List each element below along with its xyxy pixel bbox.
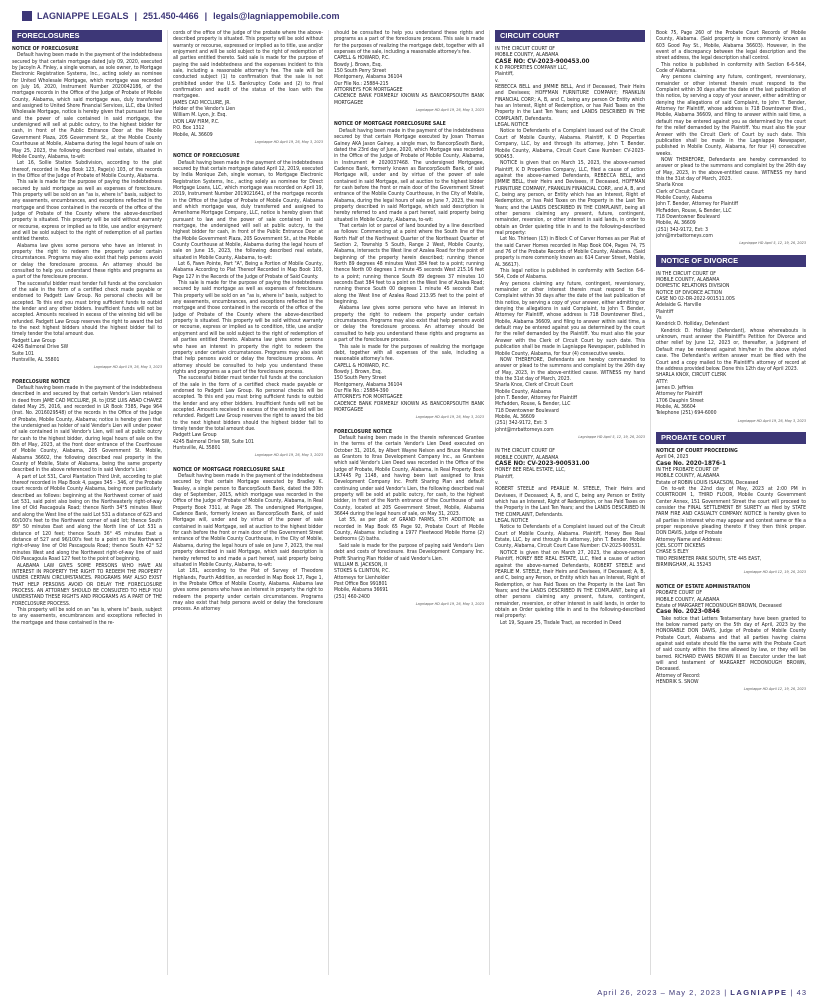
notice-address-line: Our File No.: 25884-390 (334, 387, 389, 394)
notice-paragraph: The successful bidder must tender full funds at the conclusion of the sale in the form of a certified check made payable or endorsed to Padgett Law Group. No personal checks will be accepted. To this end you must bring sufficient funds to outbid the lender and any other bidders. Insufficient funds will not be accepted. Amounts received in excess of the winning bid will be refunded. Padgett Law Group reserves the right to award the bid to the next highest bidders should the highest bidder fail to timely tender the total amount due. (12, 280, 162, 338)
court-line: REBECCA BELL and JIMMIE BELL, And if Deceased, Their Heirs and Devisees; HOFFMAN FURNITURE COMPANY; FRANKLIN FINANCIAL CORP.; A, B, and C, being any person Or Entity which has an Interest, Right of Redemption, or has Paid Taxes on the Property in the Last Ten Years; and LANDS DESCRIBED IN THE COMPLAINT, Defendants. (495, 84, 645, 122)
section-band-notice-of-divorce: NOTICE OF DIVORCE (656, 255, 806, 267)
notice-email-link[interactable]: johnt@mrbattorneys.com (495, 426, 554, 433)
section-band-foreclosures: FORECLOSURES (12, 30, 162, 42)
footer-dates: April 26, 2023 – May 2, 2023 (597, 988, 722, 997)
notice-address-line: John T. Bender, Attorney for Plaintiff (656, 201, 739, 208)
court-line: MOBILE COUNTY, ALABAMA (656, 277, 720, 284)
notice-address-line: Attorneys for Lienholder (334, 574, 390, 581)
notice-address-line: Mobile, AL 36609 (656, 220, 696, 227)
notice-paragraph: cords of the office of the judge of the probate where the above-described property is situated. This property will be sold without warranty or recourse, expressed or implied as to title, use and/or enjoyment and will be sold subject to the right of redemption of all parties entitled thereto. Said sale is made for the purpose of paying the said indebtedness and the expenses incident to this sale, including a reasonable attorney's fee. The sale will be conducted subject (1) to confirmation that the sale is not prohibited under the U.S. Bankruptcy Code and (2) to final confirmation and audit of the status of the loan with the mortgagee. (173, 30, 323, 100)
notice-paragraph: Said sale is made for the purpose of paying said Vendor's Lien debt and costs of foreclosure. Itras Development Company Inc. Profit Sharing Plan Holder of said Vendor's Lien. (334, 542, 484, 562)
court-line: LEGAL NOTICE (495, 122, 529, 129)
notice-paragraph: Alabama law gives some persons who have an interest in property the right to redeem the property under certain circumstances. Programs may also exist that help persons avoid or delay the foreclosure process. An attorney should be consulted to help you understand these rights and programs as a part of the foreclosure process. (12, 242, 162, 281)
notice-paragraph: Default having been made in the payment of the indebtedness secured by that certain mortgage dated July 09, 2020, executed by Jacoyln A. Finley, a single woman, as sole owner, to Mortgage Electronic Registration Systems, Inc., acting solely as nominee for United Wholesale Mortgage, which mortgage was recorded on July 16, 2020, Instrument Number 2020042186, of the mortgage records in the Office of the Judge of Probate of Mobile County, Alabama, which said mortgage was, duly transferred and assigned to United Shore Financial Services, LLC, dba United Wholesale Mortgage, notice is hereby given that pursuant to law and the power of sale contained in said mortgage, the undersigned will sell at public outcry, to the highest bidder for cash, in front of the Public Entrance Door at the Mobile Government Plaza, 205 Government St., at the Mobile County Courthouse at Mobile, Alabama during the legal hours of sale on May 25, 2023, the following described real estate, situated in Mobile County, Alabama, to-wit: (12, 52, 162, 160)
court-line: NOTICE OF DIVORCE ACTION (656, 289, 722, 296)
publication-line: Lagniappe HD April 19, 26, May 3, 2023 (415, 414, 484, 420)
notice-paragraph: Default having been made in the payment of the indebtedness secured by that certain Mortgage executed by Bradley K. Teasley, a single person to BancorpSouth Bank, dated the 30th day of September, 2015, which mortgage was recorded in the Office of the Judge of Probate of Mobile County, Alabama, in Real Property Book 7311, at Page 28. The undersigned Mortgagee, Cadence Bank, formerly known as BancorpSouth Bank, of said Mortgage will, under and by virtue of the power of sale contained in said Mortgage, sell at auction to the highest bidder for cash before the front or main door of the Government Street entrance of the Mobile County Courthouse, in the City of Mobile, Alabama, during the legal hours of sale on June 7, 2023, the real property described in said Mortgage, which said description is hereby referred to and made a part hereof, said property being situated in Mobile County, Alabama, to-wit: (173, 473, 323, 568)
notice-address-line: 4245 Balmoral Drive SW, Suite 101 (173, 438, 254, 445)
notice-address-line: Bowdy J. Brown, Esq. (334, 61, 382, 68)
notice-address-line: Bowdy J. Brown, Esq. (334, 368, 382, 375)
notice-address-line: 1706 Dauphin Street (656, 397, 704, 404)
notice-paragraph: Kendrick D. Holliday (Defendant), whose whereabouts is unknown, must answer the Plaintiff's Petition for Divorce and other relief by June 12, 2023 or, thereafter, a Judgment of Default may be rendered against him/her in the above styled case. The Defendant's written answer must be filed with the Court and a copy mailed to the Plaintiff's attorney of record at the address provided below. Done this 12th day of April 2023. (656, 327, 806, 372)
header-square-icon (22, 11, 32, 21)
notice-title: NOTICE OF MORTGAGE FORECLOSURE SALE (334, 121, 446, 128)
notice-title: FORECLOSURE NOTICE (12, 378, 71, 385)
notice-address-line: Mobile, AL 36609 (495, 413, 535, 420)
notice-paragraph: Lot 55, as per plat of GRAND FARMS, 5TH ADDITION; as recorded in Map Book 65 Page 92, Probate Court of Mobile County, Alabama: including a 1977 Fleetwood Mobile Home (2) bedrooms (2) baths. (334, 517, 484, 543)
notice-address-line: Mobile, AL 36604 (656, 403, 696, 410)
publication-line: Lagniappe HD April 19, 26, May 3, 2023 (93, 364, 162, 370)
court-line: IN THE PROBATE COURT OF (656, 466, 719, 473)
court-line: MOBILE COUNTY, ALABAMA (495, 52, 559, 59)
case-number: CASE NO: CV-2023-900453.00 (495, 57, 590, 65)
notice-address-line: CAPELL & HOWARD, P.C. (334, 362, 390, 369)
section-band-probate-court: PROBATE COURT (656, 432, 806, 444)
notice-paragraph: The successful bidder must tender full funds at the conclusion of the sale in the form of a certified check made payable or endorsed to Padgett Law Group. No personal checks will be accepted. To this end you must bring sufficient funds to outbid the lender and any other bidders. Insufficient funds will not be accepted. Amounts received in excess of the winning bid will be refunded. Padgett Law Group reserves the right to award the bid to the next highest bidders should the highest bidder fail to timely tender the total amount due. (173, 375, 323, 432)
notice-paragraph: This legal notice is published in conformity with Section 6-6-564, Code of Alabama. (495, 268, 645, 281)
notice-paragraph: NOTICE is given that on March 15, 2023, the above-named Plaintiff, K D Properties Company, LLC, filed a cause of action against the above-named Defendants, REBECCA BELL, and JIMMIE BELL, their Heirs and Devisees, if Deceased, HOFFMAN FURNITURE COMPANY, FRANKLIN FINANCIAL CORP., and A, B, and C, being any person, or Entity which has an Interest, Right of Redemption, or has Paid Taxes on the Property in the Last Ten Years; and the LANDS DESCRIBED IN THE COMPLAINT, being all other persons claiming any present, future, contingent, remainder, reversion, or other interest in said lands, in order to obtain an Order quieting title in and to the following-described real property: (495, 160, 645, 236)
notice-address-line: JAMES CAD MCCLURE, JR. (173, 99, 231, 106)
court-line: Plaintiff (656, 308, 674, 315)
notice-address-line: (251) 342-9172, Ext: 3 (495, 420, 548, 427)
notice-paragraph: A part of Lot 531, Carol Plantation Third Unit, according to plat thereof recorded in Map Book 4, pages 345 - 346, of the Probate court records of Mobile County Alabama, being more particularly described as follows: beginning at the Northwest corner of said Lot 531, said point also being on the Northeasterly right-of-way line of Old Pascagoula Road; thence North 34°5 minutes West and along the West line of the said Lot 531 a distance of 623 and 60/100's feet to the Northwest corner of said lot; thence South 89° 50 minutes East and along the North line of Lot 531 a distance of 120 feet; thence South 36° 45 minutes East a distance of 527 and 96/100's feet to a point on the Northward right-of-way line of Old Pascagoula Road; thence South 42° 52 minutes West and along the Northwest right-of-way line of said Old Pascagoula Road 127 feet to the point of beginning. (12, 473, 162, 563)
notice-address-line: CADENCE BANK FORMERLY KNOWN AS BANCORPSOUTH BANK MORTGAGEE (334, 400, 484, 413)
publication-line: Lagniappe HD April 19, 26, May 3, 2023 (415, 600, 484, 606)
column-divider (489, 30, 490, 975)
court-line: PROBATE COURT OF (656, 590, 703, 597)
court-line: Kendrick D. Holliday, Defendant (656, 321, 730, 328)
notice-title: NOTICE OF ESTATE ADMINISTRATION (656, 583, 751, 590)
publication-line: Lagniappe HD April 19, 26, May 3, 2023 (415, 107, 484, 113)
notice-address-line: McFadden, Rouse, & Bender, LLC (656, 207, 732, 214)
page-footer (597, 988, 807, 997)
court-line: LEGAL NOTICE (495, 518, 529, 525)
notice-address-line: P.O. Box 1312 (173, 125, 205, 132)
notice-address-line: 150 South Perry Street (334, 68, 387, 75)
header-phone: 251.450-4466 (143, 11, 199, 21)
notice-address-line: TWO PERIMETER PARK SOUTH, STE 445 EAST, (656, 555, 762, 562)
notice-title: NOTICE OF MORTGAGE FORECLOSURE SALE (173, 466, 285, 473)
notice-paragraph: Lot 16, Sollie Station Subdivision, according to the plat thereof, recorded in Map Book 123, Page(s) 103, of the records in the Office of the Judge of Probate of Mobile County, Alabama. (12, 160, 162, 179)
section-title: LAGNIAPPE LEGALS (37, 11, 129, 21)
column-divider (167, 30, 168, 975)
notice-address-line: 4245 Balmoral Drive SW (12, 344, 69, 351)
notice-address-line: 718 Downtowner Boulevard (495, 407, 559, 414)
notice-address-line: STOKES & CLINTON, P.C. (334, 568, 390, 575)
notice-paragraph: This property will be sold on an "as is, where is" basis, subject to any easements, encumbrances and exceptions reflected in the mortgage and those contained in the re- (12, 606, 162, 626)
court-line: IN THE CIRCUIT COURT OF (495, 448, 555, 455)
court-line: ROBERT STEELE and PEARLIE M. STEELE, Their Heirs and Devisees, if Deceased; A, B, and C, being any Person or Entity which has an Interest, Right of Redemption, or has Paid Taxes on the Property in the Last Ten Years; and the LANDS DESCRIBED IN THE COMPLAINT, Defendants. (495, 486, 645, 518)
court-line: K D PROPERTIES COMPANY LLC, (495, 65, 568, 72)
notice-address-line: Holder of the Vendor's Lien (173, 106, 236, 113)
notice-paragraph: Lot 181, according to the Plat of Survey of Theodore Highlands, Fourth Addition, as recorded in Map Book 17, Page 1, in the Probate Office of Mobile County, Alabama. Alabama law gives some persons who have an interest in property the right to redeem the property under certain circumstances. Programs may also exist that help persons avoid or delay the foreclosure process. An attorney (173, 568, 323, 613)
notice-title: NOTICE OF FORECLOSURE (173, 153, 240, 160)
notice-address-line: Mobile County, Alabama (656, 194, 712, 201)
notice-address-line: Mobile, Alabama 36691 (334, 587, 389, 594)
notice-address-line: McFadden, Rouse, & Bender, LLC (495, 401, 571, 408)
notice-address-line: Padgett Law Group (12, 337, 56, 344)
publication-line: Lagniappe HD April 19, 26, May 3, 2023 (254, 452, 323, 458)
notice-paragraph: Default having been made in the payment of the indebtedness secured by that certain Mortgage executed by Josan Thomas Gainey AKA Jason Gainey, a single man, to BancorpSouth Bank, dated the 23rd day of June, 2020, which Mortgage was recorded in the Office of the Judge of Probate of Mobile County, Alabama, in Instrument # 2020037468. The undersigned Mortgagee, Cadence Bank, formerly known as BancorpSouth Bank, of said Mortgage will, under and by virtue of the power of sale contained in said Mortgage, sell at auction to the highest bidder for cash before the front or main door of the Government Street entrance of the Mobile County Courthouse, in the City of Mobile, Alabama, during the legal hours of sale on June 7, 2023, the real property described in said Mortgage, which said description is hereby referred to and made a part hereof, said property being situated in Mobile County, Alabama, to-wit: (334, 127, 484, 223)
court-line: Vs (656, 315, 662, 322)
notice-address-line: Clerk of Circuit Court (656, 188, 704, 195)
notice-address-line: HENDRIK S. SNOW (656, 678, 699, 685)
court-line: CASE NO 02-DR-2022-901511.00S (656, 296, 735, 303)
publication-line: Lagniappe HD April 12, 19, 26, 2023 (743, 686, 806, 692)
notice-address-line: BIRMINGHAM, AL 35243 (656, 562, 712, 569)
notice-paragraph: should be consulted to help you understand these rights and programs as a part of the foreclosure process. This sale is made for the purposes of realizing the mortgage debt, together with all expenses of the sale, including a reasonable attorney's fee. (334, 30, 484, 56)
notice-email-link[interactable]: john@mrbattorneys.com (656, 233, 713, 239)
notice-address-line: Our File No.: 25884-215 (334, 80, 389, 87)
footer-publication: LAGNIAPPE (730, 988, 788, 997)
notice-paragraph: Default having been made in the payment of the indebtedness described in and secured by that certain Vendor's Lien retained in deed from JAME CAD MCCLURE, JR. to JOSE LUIS ABAD CHAVEZ dated May 25, 2016, and recorded in LR Book 7385, Page 964 (Inst. No. 2016029548) of the records in the Office of the Judge of Probate, Mobile County, Alabama; notice is hereby given that the undersigned as holder of said Vendor's Lien will under power of sale contained in said Vendor's Lien, will sell at public outcry for cash to the highest bidder, during legal hours of sale on the 8th of May, 2023, at the front door entrance of the Courthouse of Mobile County, Alabama, 205 Government St. Mobile, Alabama 36602, the following described real property in the County of Mobile, State of Alabama, being the same property described in the above referenced to in said Vendor's Lien: (12, 384, 162, 474)
notice-paragraph: Lot 19, Square 25, Tisdale Tract, as recorded in Deed (500, 619, 622, 626)
header-separator: | (134, 11, 138, 21)
publication-line: Lagniappe HD April 5, 12, 19, 26, 2023 (578, 433, 645, 439)
notice-paragraph: That certain lot or parcel of land bounded by a line described as follows: Commencing at a point where the South line of the North Half of the Northwest Quarter of the Northeast Quarter of Section 2, Township 5 South, Range 2 West, Mobile County, Alabama, intersects the West line of Azalea Road for the point of beginning of the property herein described; running thence North 89 degrees 48 minutes West 384 feet to a point; running thence North 00 degrees 1 minute 45 seconds West 215.16 feet to a point; running thence South 89 degrees 37 minutes 10 seconds East 384 feet to a point on the West line of Azalea Road; running thence South 00 degrees 1 minute 45 seconds East along the West line of Azalea Road 213.95 feet to the point of beginning. (334, 222, 484, 306)
page-header (22, 8, 339, 24)
page-number: 43 (796, 988, 807, 997)
header-email-link[interactable]: legals@lagniappemobile.com (213, 11, 340, 21)
notice-address-line: Mobile County, Alabama (495, 388, 551, 395)
notice-address-line: Padgett Law Group (173, 432, 217, 439)
notice-address-line: (251) 460-2400 (334, 593, 370, 600)
notice-address-line: Telephone (251) 694-6000 (656, 410, 717, 417)
notice-address-line: ATTORNEYS FOR MORTGAGEE (334, 394, 403, 401)
publication-line: Lagniappe HD April 19, 26, May 3, 2023 (254, 138, 323, 144)
notice-paragraph: Lot No. Thirteen (13) in Block C of Carver Homes as per Plat of the said Carver Homes recorded in Map Book 004, Pages 74, 75 and 76 of the Probate Records of Mobile County, Alabama. (Said property is more commonly known as: 614 Carver Street, Mobile, AL 36617). (495, 236, 645, 268)
court-line: Estate of MARGARET MCDONOUGH BROWN, Deceased (656, 602, 782, 609)
case-number: Case No. 2020-1876-1 (656, 459, 727, 467)
court-line: IN THE CIRCUIT COURT OF (656, 270, 716, 277)
column-3 (334, 30, 484, 975)
court-line: MOBILE COUNTY, ALABAMA (656, 596, 720, 603)
court-line: IN THE CIRCUIT COURT OF (495, 46, 555, 52)
notice-paragraph: Any persons claiming any future, contingent, reversionary, remainder or other interest therein must respond to the Complaint within 30 days after the date of the last publication of this notice, by serving a copy of your answer, either admitting or denying the allegations in said Complaint, to John T. Bender, Attorney for Plaintiff, whose address is 718 Downtowner Blvd., Mobile, Alabama 36609, and filing to answer within said time, a default may be entered against you as determined by the court for the relief demanded by the Plaintiff. You must also file your Answer with the Clerk of Circuit Court by such date. This publication shall be made in Lagniappe Newspaper, published in Mobile County, Alabama, for four (4) consecutive weeks. (495, 280, 645, 357)
notice-paragraph: NOW THEREFORE, Defendants are hereby commanded to answer or plead to the summons and complaint by the 26th day of May, 2023, in the above-entitled cause. WITNESS my hand this the 31st day of March, 2023. (495, 356, 645, 382)
notice-address-line: Huntsville, AL 35801 (173, 445, 221, 451)
court-line: MOBILE COUNTY, ALABAMA (656, 473, 720, 480)
notice-paragraph: Alabama law gives some persons who have an interest in property the right to redeem the property under certain circumstances. Programs may also exist that help persons avoid or delay the foreclosure process. An attorney should be consulted to help you understand these rights and programs as a part of the foreclosure process. (334, 305, 484, 344)
notice-address-line: Sharla Knox, Clerk of Circuit Court (495, 382, 574, 389)
notice-address-line: 150 South Perry Street (334, 375, 387, 382)
notice-title: NOTICE OF FORECLOSURE (12, 46, 79, 52)
notice-address-line: James D. Jeffries (656, 384, 694, 391)
notice-address-line: Attorney for Plaintiff (656, 391, 703, 398)
court-line: HONEY BEE REAL ESTATE, LLC, (495, 467, 566, 474)
section-band-circuit-court: CIRCUIT COURT (495, 30, 645, 42)
notice-paragraph: This sale is made for the purpose of paying the indebtedness secured by said mortgage as well as expenses of foreclosure. This property will be sold on an "as is, where is" basis, subject to any easements, encumbrances, and exceptions reflected in the mortgage and those contained in the records of the office of the Judge of Probate of the County where the above-described property is situated. This property will be sold without warranty or recourse, express or implied as to condition, title, use and/or enjoyment and will be sold subject to the right of redemption of all parties entitled thereto. Alabama law gives some persons who have an interest in property the right to redeem the property under certain circumstances. Programs may also exist that help persons avoid or delay the foreclosure process. An attorney should be consulted to help you understand these rights and programs as a part of the foreclosure process. (173, 280, 323, 375)
footer-separator: | (790, 988, 797, 997)
notice-address-line: (251) 342-9172, Ext: 3 (656, 226, 709, 233)
publication-line: Lagniappe HD April 19, 26, May 3, 2023 (737, 417, 806, 423)
notice-address-line: WILLIAM B. JACKSON, II (334, 561, 387, 568)
notice-address-line: JOEL SCOTT DICKENS (656, 543, 705, 550)
notice-address-line: Attorney of Record: (656, 672, 701, 679)
notice-title: FORECLOSURE NOTICE (334, 428, 393, 435)
publication-line: Lagniappe HD April 5, 12, 19, 26, 2023 (739, 240, 806, 246)
notice-address-line: Sharla Knox (656, 182, 684, 189)
notice-address-line: ATTY: (656, 378, 668, 385)
notice-paragraph: ALABAMA LAW GIVES SOME PERSONS WHO HAVE AN INTEREST IN PROPERTY THE RIGHT TO REDEEM THE PROPERTY UNDER CERTAIN CIRCUMSTANCES. PROGRAMS MAY ALSO EXIST THAT HELP PERSONS AVOID OR DELAY THE FORECLOSURE PROCESS. AN ATTORNEY SHOULD BE CONSULTED TO HELP YOU UNDERSTAND THESE RIGHTS AND PROGRAMS AS A PART OF THE FORECLOSURE PROCESS. (12, 562, 162, 607)
notice-paragraph: Lot 6, Fawn Pointe, Part "A", Being a Portion of Mobile County, Alabama According to Plat Thereof Recorded in Map Book 103, Page 127 in the Records of the Judge of Probate of Said County. (173, 261, 323, 280)
court-line: MOBILE COUNTY, ALABAMA (495, 454, 559, 461)
notice-date: April 04, 2023 (656, 454, 689, 461)
notice-address-line: Montgomery, Alabama 36104 (334, 74, 403, 81)
column-4 (495, 30, 645, 975)
footer-separator: | (724, 988, 731, 997)
notice-paragraph: Notice to Defendants of a Complaint issued out of the Circuit Court of Mobile County, Alabama. Plaintiff, K D Properties Company, LLC, by and through its attorney, John T. Bender. Mobile County, Alabama, Circuit Court Case Number: CV-2023-900453. (495, 128, 645, 160)
notice-address-line: SHARLA KNOX, CIRCUIT CLERK (656, 372, 727, 379)
notice-address-line: CADENCE BANK FORMERLY KNOWN AS BANCORPSOUTH BANK MORTGAGEE (334, 93, 484, 106)
notice-address-line: Post Office Box 991801 (334, 580, 388, 587)
notice-address-line: CAPELL & HOWARD, P.C. (334, 55, 390, 62)
notice-paragraph: On to-wit the 22nd day of May, 2023 at 2:00 PM in COURTROOM 1, THIRD FLOOR, Mobile County Government Center Annex, 151 Government Street the court will proceed to consider the FINAL SETTLEMENT BY SURETY as filed by STATE FARM FIRE AND CASUALTY COMPANY. NOTICE is hereby given to all parties in interest who may appear and contest same or file a proper responsive pleading thereto if they then think proper. DON DAVIS, Judge of Probate (656, 486, 806, 537)
notice-paragraph: Take notice that Letters Testamentary have been granted to the below named party on the 5th day of April, 2023 by the HONORABLE DON DAVIS, Judge of Probate of Mobile County Probate Court, Alabama and that all parties having claims against said estate should file the same with the Probate Court of said county within the time allowed by law, or they will be barred. RICHARD EVANS BROWN III as Executor under the last will and testament of MARGARET MCDONOUGH BROWN, Deceased. (656, 615, 806, 673)
notice-address-line: Montgomery, Alabama 36104 (334, 381, 403, 388)
header-separator: | (204, 11, 208, 21)
notice-paragraph: This sale is made for the purpose of paying the indebtedness secured by said mortgage as well as expenses of foreclosure. This property will be sold on an "as is, where is" basis, subject to any easements, encumbrances, and exceptions reflected in the mortgage and those contained in the records of the office of the Judge of Probate of the County where the above-described property is situated. This property will be sold without warranty or recourse, express or implied as to title, use and/or enjoyment and will be sold subject to the right of redemption of all parties entitled thereto. (12, 179, 162, 243)
notice-paragraph: Any persons claiming any future, contingent, reversionary, remainder or other interest therein must respond to the Complaint within 30 days after the date of the last publication of this notice, by serving a copy of your answer, either admitting or denying the allegations of said Complaint, to John T. Bender, Attorney for Plaintiff, whose address is 718 Downtowner Blvd., Mobile, Alabama 36609, and filing to answer within said time, a default may be entered against you as determined by the court for the relief demanded by the Plaintiff. You must also file your Answer with the Circuit Clerk of Court by such date. This publication shall be made in the Lagniappe Newspaper, published in Mobile County, Alabama, for four (4) consecutive weeks. (656, 74, 806, 157)
notice-paragraph: Estate of ROBIN LOUIS ISAACSON, Deceased (656, 479, 759, 486)
case-number: CASE NO: CV-2023-900531.00 (495, 460, 590, 467)
court-line: Plaintiff, (495, 473, 514, 480)
column-divider (650, 30, 651, 975)
notice-address-line: ATTORNEYS FOR MORTGAGEE (334, 87, 403, 94)
notice-address-line: CHASE S ELEY (656, 549, 689, 556)
court-line: v. (495, 77, 499, 84)
notice-paragraph: Default having been made in the payment of the indebtedness secured by that certain mortgage dated April 12, 2019, executed by India Monique Zeh, single woman, to Mortgage Electronic Registration Systems, Inc., acting solely as nominee for Direct Mortgage Loans, LLC, which mortgage was recorded on April 19, 2019, Instrument Number 2019021641, of the mortgage records in the Office of the Judge of Probate of Mobile County, Alabama and which mortgage was, duly transferred and assigned to Amerihome Mortgage Company, LLC, notice is hereby given that pursuant to law and the power of sale contained in said mortgage, the undersigned will sell at public outcry, to the highest bidder for cash, in front of the Public Entrance Door at the Mobile Government Plaza, 205 Government St., at the Mobile County Courthouse at Mobile, Alabama during the legal hours of sale on June 15, 2023, the following described real estate, situated in Mobile County, Alabama, to-wit: (173, 159, 323, 261)
notice-address-line: Suite 101 (12, 350, 34, 357)
notice-paragraph: Book 75, Page 260 of the Probate Court Records of Mobile County, Alabama. (Said property is more commonly known as 603 Good Pay St., Mobile, Alabama 36603). However, in the event of a discrepancy between the legal description and the street address, the legal description shall control. (656, 30, 806, 62)
column-2 (173, 30, 323, 975)
notice-paragraph: NOTICE is given that on March 27, 2023, the above-named Plaintiff, HONEY BEE REAL ESTATE, LLC, filed a cause of action against the above-named Defendants, ROBERT STEELE and PEARLIE M. STEELE, their Heirs and Devisees, if Deceased; A, B, and C, being any Person, or Entity which has an Interest, Right of Redemption, or has Paid Taxes on the Property in the Last Ten Years; and the LANDS DESCRIBED IN THE COMPLAINT, being all other persons claiming any present, future, contingent, remainder, reversion, or other interest in said lands, in order to obtain an Order quieting title in and to the following-described real property: (495, 549, 645, 620)
column-1 (12, 30, 162, 975)
court-line: DOMESTIC RELATIONS DIVISION (656, 283, 730, 290)
notice-address-line: John T. Bender, Attorney for Plaintiff (495, 394, 578, 401)
notice-paragraph: Default having been made in the therein referenced Grantee in the terms of the certain Vendor's Lien Deed executed on October 31, 2016, by Albert Wayne Nelson and Bruce Marschke as Grantors to Itras Development Company Inc., as Grantees which said Vendor's Lien Deed was recorded in the Office of the Judge of Probate, Mobile County, Alabama, in Real Property Book LR7445 Pg 1148, and having been last assigned to Itras Development Company Inc. Profit Sharing Plan and default continuing under said Vendor's Lien, the following described real property will be sold at public outcry, for cash, to the highest bidder, in front of the North entrance of the Courthouse of said County, located at 205 Government Street, Mobile, Alabama 36644 during the legal hours of sale, on May 31, 2023. (334, 434, 484, 518)
column-5 (656, 30, 806, 975)
notice-paragraph: Notice to Defendants of a Complaint issued out of the Circuit Court of Mobile County, Alabama. Plaintiff, Honey Bee Real Estate, LLC, by and through its attorney, John T. Bender. Mobile County, Alabama, Circuit Court Case Number: CV-2023-900531. (495, 524, 645, 550)
notice-address-line: Attorney Name and Address: (656, 536, 722, 543)
column-divider (328, 30, 329, 975)
notice-address-line: LYON LAW FIRM, P.C. (173, 118, 220, 125)
notice-title: NOTICE OF COURT PROCEEDING (656, 447, 738, 454)
notice-address-line: Huntsville, AL 35801 (12, 356, 60, 363)
notice-address-line: William M. Lyon, Jr. Esq. (173, 112, 227, 119)
notice-paragraph: NOW THEREFORE, Defendants are hereby commanded to answer or plead to the summons and complaint by the 26th day of May, 2023, in the above-entitled cause. WITNESS my hand this the 31st day of March, 2023. (656, 156, 806, 182)
court-line: Plaintiff, (495, 71, 514, 78)
case-number: Case No. 2023-0846 (656, 608, 720, 616)
notice-address-line: 718 Downtowner Boulevard (656, 213, 720, 220)
court-line: Adelaide G. Harville (656, 302, 702, 309)
notice-paragraph: This notice is published in conformity with Section 6-6-564, Code of Alabama. (656, 61, 806, 75)
court-line: v. (495, 480, 499, 487)
notice-paragraph: This sale is made for the purposes of realizing the mortgage debt, together with all expenses of the sale, including a reasonable attorney's fee. (334, 343, 484, 363)
notice-address-line: Mobile, AL 36609 (173, 131, 213, 138)
publication-line: Lagniappe HD April 12, 19, 26, 2023 (743, 569, 806, 575)
